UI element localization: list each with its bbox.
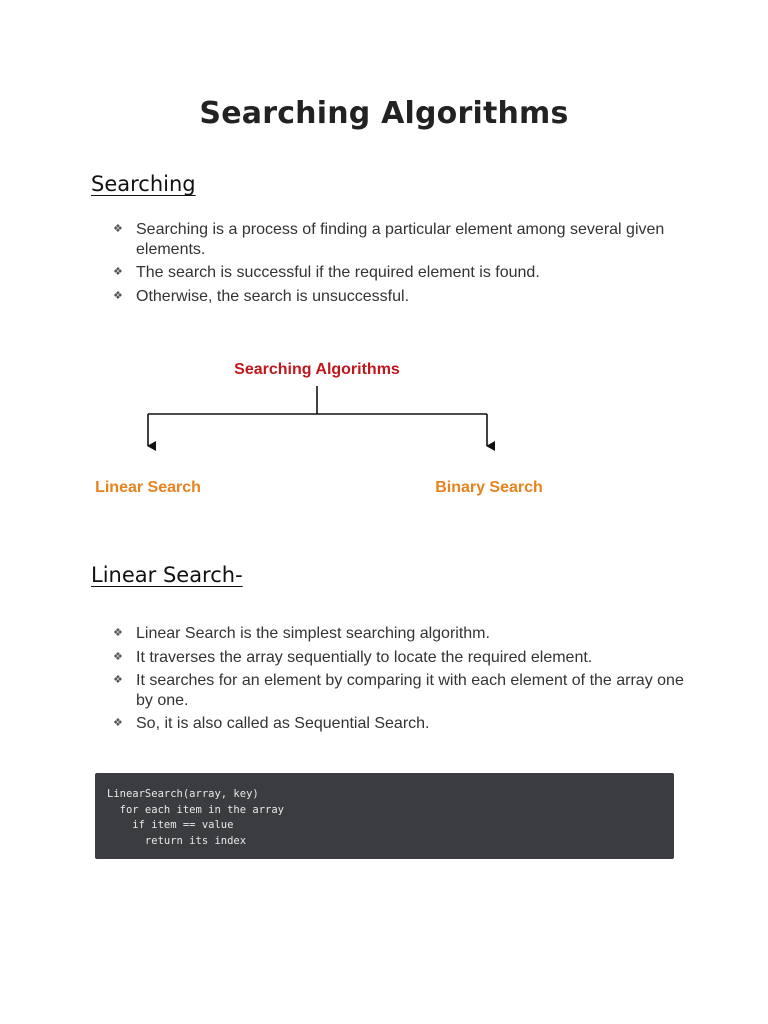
diamond-bullet-icon: ❖ <box>113 674 123 686</box>
list-item <box>113 624 685 644</box>
list-item <box>113 287 685 307</box>
section-heading-linear-search: Linear Search- <box>91 563 243 587</box>
list-item <box>113 671 685 710</box>
search-algorithms-diagram <box>0 340 768 520</box>
linear-search-bullet-list <box>113 624 685 738</box>
code-line: if item == value <box>107 819 234 831</box>
code-line: return its index <box>107 834 247 847</box>
bullet-text: The search is successful if the required element is found. <box>136 264 540 281</box>
diagram-root-label: Searching Algorithms <box>234 361 400 378</box>
code-line: for each item in the array <box>107 803 285 816</box>
diamond-bullet-icon: ❖ <box>113 289 123 302</box>
pseudocode-block <box>95 773 674 859</box>
list-item <box>113 648 685 668</box>
diagram-right-label: Binary Search <box>435 479 543 496</box>
diamond-bullet-icon: ❖ <box>113 223 123 235</box>
diamond-bullet-icon: ❖ <box>113 717 123 729</box>
diagram-left-label: Linear Search <box>95 479 201 496</box>
page-title: Searching Algorithms <box>199 96 569 131</box>
bullet-text: It traverses the array sequentially to locate the required element. <box>136 648 593 666</box>
bullet-text: Otherwise, the search is unsuccessful. <box>136 287 410 305</box>
section-heading-searching: Searching <box>91 172 196 196</box>
bullet-text: Searching is a process of finding a particular element among several given elements. <box>136 221 665 258</box>
diamond-bullet-icon: ❖ <box>113 627 123 639</box>
diamond-bullet-icon: ❖ <box>113 266 123 278</box>
bullet-text: It searches for an element by comparing it with each element of the array one by one. <box>136 672 684 709</box>
code-line: LinearSearch(array, key) <box>107 788 259 800</box>
diamond-bullet-icon: ❖ <box>113 650 123 663</box>
list-item <box>113 263 685 283</box>
bullet-text: Linear Search is the simplest searching algorithm. <box>136 625 490 642</box>
list-item <box>113 714 685 734</box>
bullet-text: So, it is also called as Sequential Search. <box>136 715 430 732</box>
searching-bullet-list <box>113 220 685 310</box>
list-item <box>113 220 685 259</box>
